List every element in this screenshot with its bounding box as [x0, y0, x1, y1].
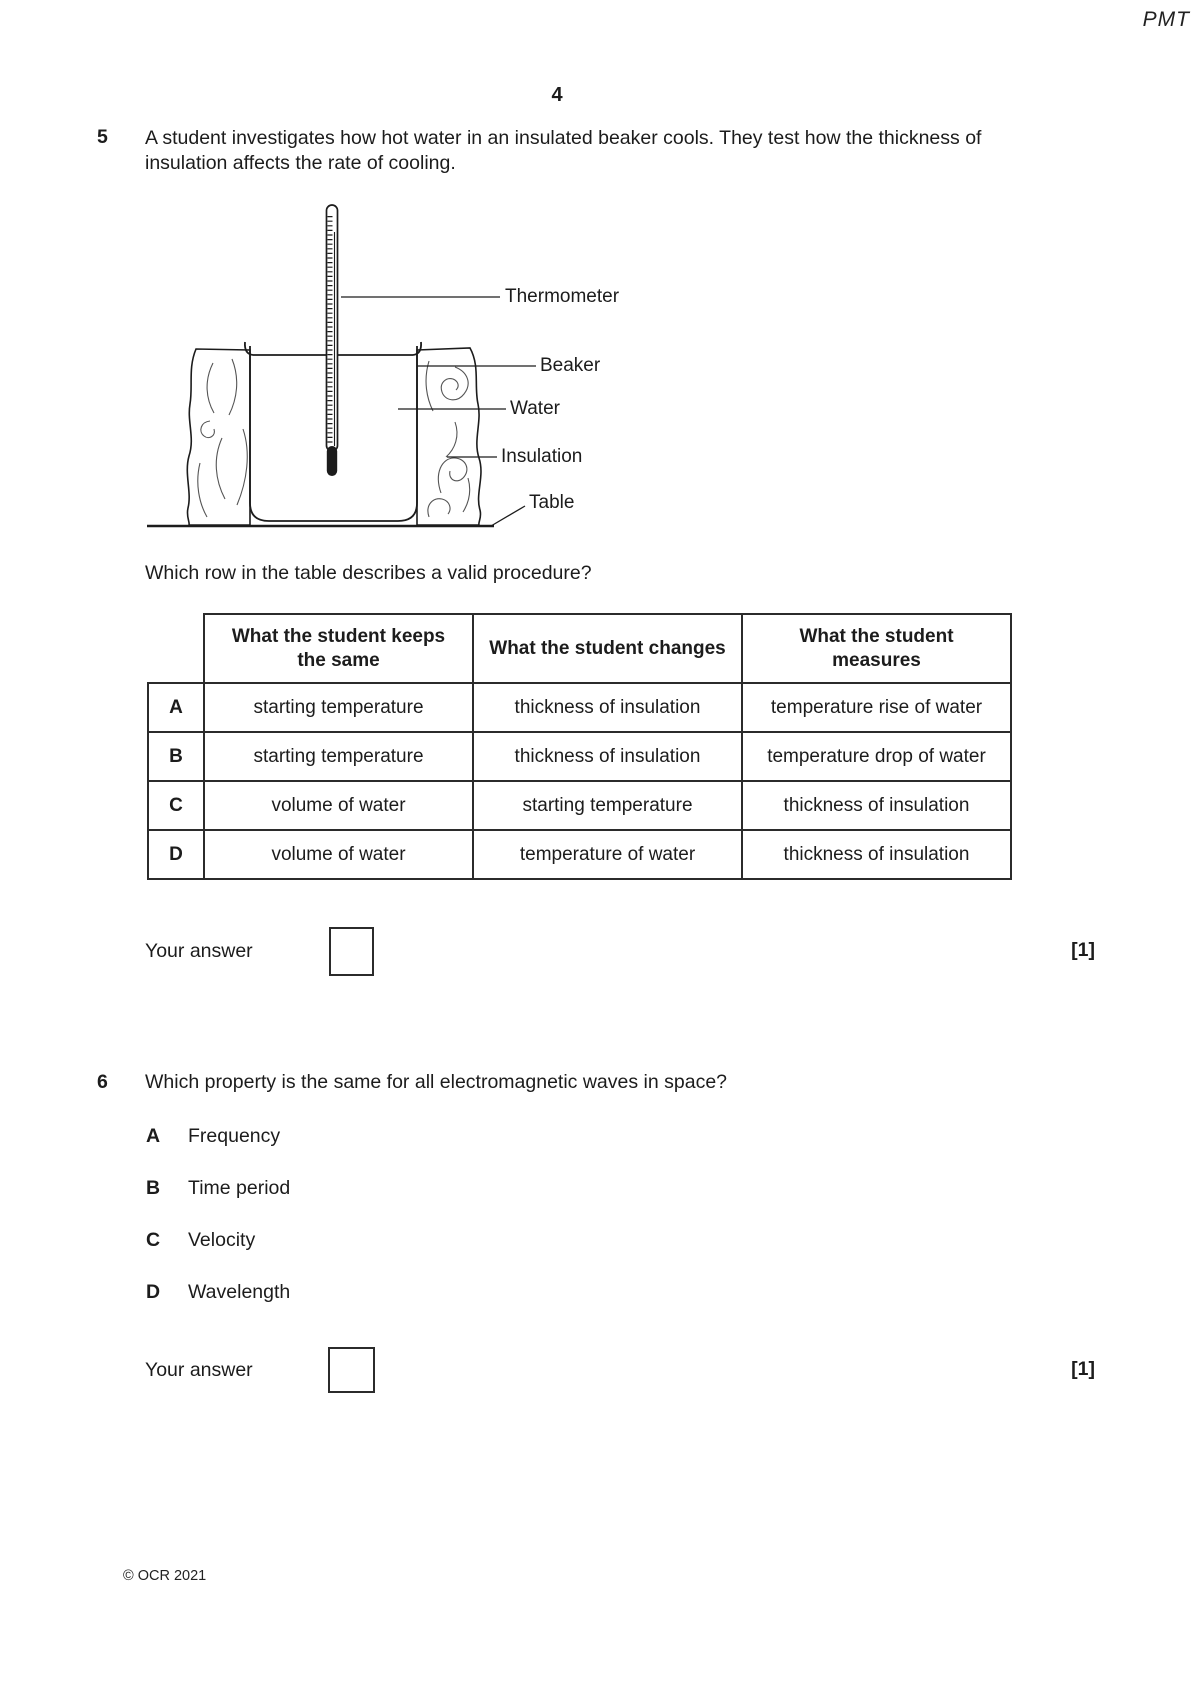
- table-row-d: [148, 830, 1011, 879]
- apparatus-diagram: [140, 195, 780, 540]
- row-letter: B: [148, 732, 204, 781]
- q5-your-answer-label: Your answer: [145, 940, 253, 962]
- table-cell: volume of water: [204, 830, 473, 879]
- row-letter: D: [148, 830, 204, 879]
- column-header-measures: What the student measures: [742, 614, 1011, 683]
- option-a: [146, 1110, 290, 1162]
- option-label: Wavelength: [188, 1280, 291, 1303]
- q6-marks: [1]: [1071, 1358, 1095, 1380]
- table-cell: temperature of water: [473, 830, 742, 879]
- pmt-watermark: PMT: [1142, 8, 1190, 31]
- option-b: [146, 1162, 290, 1214]
- q5-answer-box[interactable]: [329, 927, 374, 976]
- option-c: [146, 1214, 290, 1266]
- table-cell: starting temperature: [204, 683, 473, 732]
- table-cell: starting temperature: [473, 781, 742, 830]
- table-cell: thickness of insulation: [473, 732, 742, 781]
- procedure-table: [147, 613, 1012, 880]
- table-corner-cell: [148, 614, 204, 683]
- page-number: 4: [551, 84, 563, 106]
- table-cell: temperature rise of water: [742, 683, 1011, 732]
- question-5-number: 5: [97, 126, 108, 148]
- table-cell: volume of water: [204, 781, 473, 830]
- thermometer-drawing: [327, 205, 338, 476]
- row-letter: C: [148, 781, 204, 830]
- copyright-footer: © OCR 2021: [123, 1568, 207, 1584]
- q6-answer-box[interactable]: [328, 1347, 375, 1393]
- table-cell: thickness of insulation: [742, 781, 1011, 830]
- question-6-number: 6: [97, 1071, 108, 1093]
- table-cell: thickness of insulation: [473, 683, 742, 732]
- table-cell: thickness of insulation: [742, 830, 1011, 879]
- row-letter: A: [148, 683, 204, 732]
- table-cell: starting temperature: [204, 732, 473, 781]
- option-letter: D: [146, 1280, 161, 1303]
- table-cell: temperature drop of water: [742, 732, 1011, 781]
- beaker-label: Beaker: [540, 355, 601, 376]
- table-row-c: [148, 781, 1011, 830]
- option-letter: B: [146, 1176, 161, 1199]
- table-row-a: [148, 683, 1011, 732]
- table-label: Table: [529, 492, 575, 513]
- question-6-text: Which property is the same for all electromagnetic waves in space?: [145, 1071, 728, 1093]
- option-d: [146, 1266, 290, 1318]
- water-label: Water: [510, 398, 560, 419]
- insulation-left-block: [187, 349, 250, 525]
- table-header-row: [148, 614, 1011, 683]
- question-5-text: A student investigates how hot water in an insulated beaker cools. They test how the thickness of insulation affects the rate of cooling.: [145, 127, 982, 174]
- q6-options: [146, 1110, 290, 1318]
- q5-marks: [1]: [1071, 939, 1095, 961]
- option-label: Frequency: [188, 1124, 281, 1147]
- column-header-keeps-same: What the student keeps the same: [204, 614, 473, 683]
- option-label: Time period: [188, 1176, 291, 1199]
- table-row-b: [148, 732, 1011, 781]
- thermometer-label: Thermometer: [505, 286, 620, 307]
- insulation-label: Insulation: [501, 446, 583, 467]
- option-label: Velocity: [188, 1228, 256, 1251]
- option-letter: C: [146, 1228, 161, 1251]
- q6-your-answer-label: Your answer: [145, 1359, 253, 1381]
- question-5-sub-question: Which row in the table describes a valid procedure?: [145, 562, 592, 584]
- option-letter: A: [146, 1124, 161, 1147]
- column-header-changes: What the student changes: [473, 614, 742, 683]
